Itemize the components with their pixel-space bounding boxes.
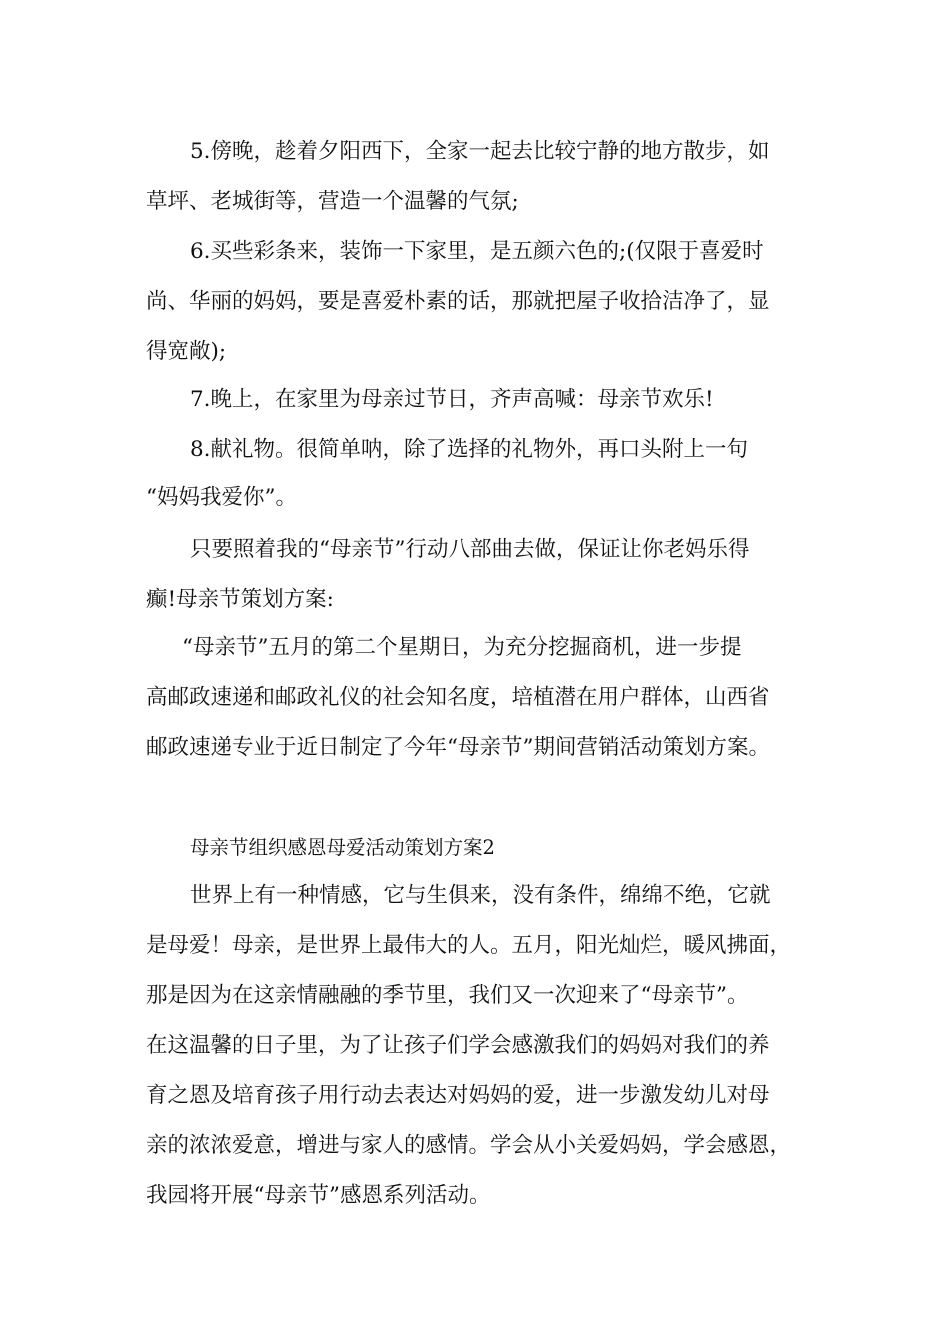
text-line: 是母爱！母亲，是世界上最伟大的人。五月，阳光灿烂，暖风拂面， [146, 933, 792, 958]
text-line: 8.献礼物。很简单呐，除了选择的礼物外，再口头附上一句 [190, 437, 749, 462]
text-line: 只要照着我的“母亲节”行动八部曲去做，保证让你老妈乐得 [190, 537, 750, 562]
text-line: 亲的浓浓爱意，增进与家人的感情。学会从小关爱妈妈，学会感恩， [146, 1133, 792, 1158]
text-line: “妈妈我爱你”。 [146, 485, 297, 510]
text-line: 7.晚上，在家里为母亲过节日，齐声高喊：母亲节欢乐! [190, 387, 714, 412]
text-line: 得宽敞); [146, 339, 227, 364]
text-line: 5.傍晚，趁着夕阳西下，全家一起去比较宁静的地方散步，如 [190, 139, 770, 164]
text-line: 邮政速递专业于近日制定了今年“母亲节”期间营销活动策划方案。 [146, 735, 770, 760]
text-line: 世界上有一种情感，它与生俱来，没有条件，绵绵不绝，它就 [190, 883, 771, 908]
text-line: 草坪、老城街等，营造一个温馨的气氛; [146, 189, 519, 214]
section-heading: 母亲节组织感恩母爱活动策划方案2 [190, 836, 495, 859]
text-line: 我园将开展“母亲节”感恩系列活动。 [146, 1183, 491, 1208]
text-line: 那是因为在这亲情融融的季节里，我们又一次迎来了“母亲节”。 [146, 983, 749, 1008]
text-line: 在这温馨的日子里，为了让孩子们学会感激我们的妈妈对我们的养 [146, 1033, 770, 1058]
text-line: 癫!母亲节策划方案: [146, 587, 334, 612]
text-line: 育之恩及培育孩子用行动去表达对妈妈的爱，进一步激发幼儿对母 [146, 1083, 770, 1108]
text-line: 6.买些彩条来，装饰一下家里，是五颜六色的;(仅限于喜爱时 [190, 239, 764, 264]
text-line: “母亲节”五月的第二个星期日，为充分挖掘商机，进一步提 [182, 635, 742, 660]
text-line: 尚、华丽的妈妈，要是喜爱朴素的话，那就把屋子收拾洁净了，显 [146, 289, 770, 314]
text-line: 高邮政速递和邮政礼仪的社会知名度，培植潜在用户群体，山西省 [146, 685, 770, 710]
